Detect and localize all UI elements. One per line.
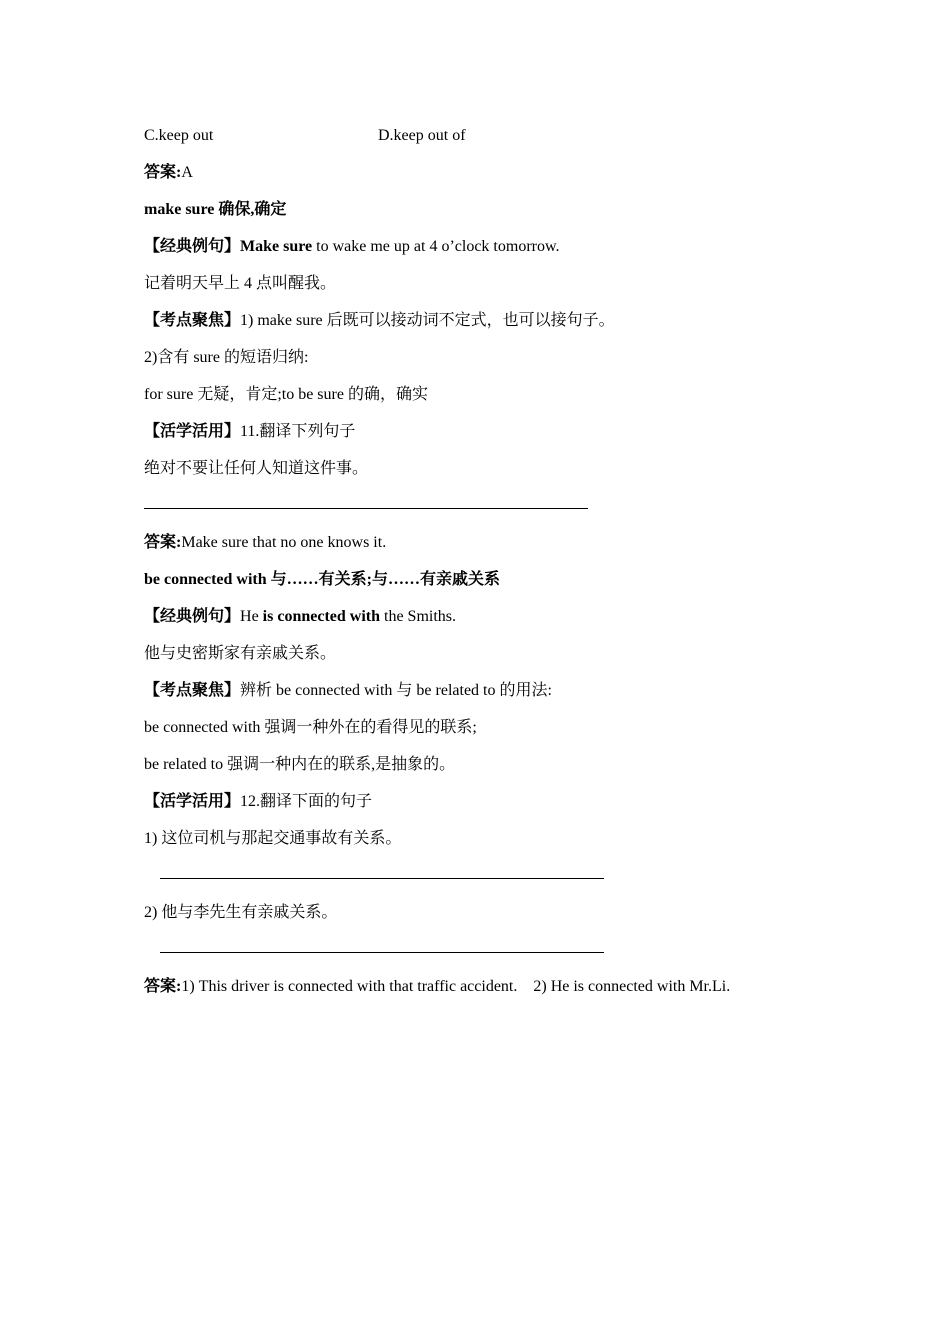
answer-value: Make sure that no one knows it. <box>181 534 387 551</box>
example-bold: is connected with <box>262 608 380 625</box>
focus-text: 辨析 be connected with 与 be related to 的用法: <box>240 682 552 699</box>
example-sentence-1 <box>144 235 824 272</box>
practice-text: 12.翻译下面的句子 <box>240 793 373 810</box>
example-tag: 【经典例句】 <box>144 238 241 255</box>
answer-blank-line <box>160 938 604 953</box>
document-page <box>144 124 824 1012</box>
answer-value-1: 1) This driver is connected with that traffic accident. <box>181 978 518 995</box>
focus-text: 1) make sure 后既可以接动词不定式，也可以接句子。 <box>240 312 615 329</box>
practice-tag: 【活学活用】 <box>144 793 241 810</box>
answer-blank-line <box>160 864 604 879</box>
answer-blank-1 <box>144 494 824 531</box>
focus-1-point-3: for sure 无疑，肯定;to be sure 的确，确实 <box>144 386 428 403</box>
example-rest: the Smiths. <box>380 608 457 625</box>
focus-2-point-3: be related to 强调一种内在的联系,是抽象的。 <box>144 756 456 773</box>
example-pre: He <box>240 608 263 625</box>
focus-1 <box>144 309 824 346</box>
answer-label: 答案: <box>144 164 182 181</box>
focus-tag: 【考点聚焦】 <box>144 682 241 699</box>
answer-3 <box>144 975 824 1012</box>
example-translation-2: 他与史密斯家有亲戚关系。 <box>144 645 337 662</box>
practice-1 <box>144 420 824 457</box>
answer-2 <box>144 531 824 568</box>
practice-question-2-2: 2) 他与李先生有亲戚关系。 <box>144 904 338 921</box>
answer-value-2: 2) He is connected with Mr.Li. <box>533 978 731 995</box>
answer-label: 答案: <box>144 978 182 995</box>
answer-blank-2 <box>144 864 824 901</box>
option-c: C.keep out <box>144 127 214 144</box>
focus-tag: 【考点聚焦】 <box>144 312 241 329</box>
options-row <box>144 124 824 161</box>
example-bold: Make sure <box>240 238 313 255</box>
answer-blank-3 <box>144 938 824 975</box>
answer-label: 答案: <box>144 534 182 551</box>
practice-question-1: 绝对不要让任何人知道这件事。 <box>144 460 369 477</box>
answer-blank-line <box>144 494 588 509</box>
example-sentence-2 <box>144 605 824 642</box>
answer-value: A <box>181 164 193 181</box>
practice-2 <box>144 790 824 827</box>
practice-text: 11.翻译下列句子 <box>240 423 356 440</box>
example-rest: to wake me up at 4 o’clock tomorrow. <box>312 238 560 255</box>
practice-tag: 【活学活用】 <box>144 423 241 440</box>
practice-question-2-1: 1) 这位司机与那起交通事故有关系。 <box>144 830 402 847</box>
focus-2-point-2: be connected with 强调一种外在的看得见的联系; <box>144 719 477 736</box>
focus-1-point-2: 2)含有 sure 的短语归纳: <box>144 349 309 366</box>
option-d: D.keep out of <box>378 127 466 144</box>
phrase-heading-make-sure: make sure 确保,确定 <box>144 201 287 218</box>
example-translation-1: 记着明天早上 4 点叫醒我。 <box>144 275 337 292</box>
example-tag: 【经典例句】 <box>144 608 241 625</box>
answer-1 <box>144 161 824 198</box>
focus-2 <box>144 679 824 716</box>
phrase-heading-be-connected-with: be connected with 与……有关系;与……有亲戚关系 <box>144 571 500 588</box>
